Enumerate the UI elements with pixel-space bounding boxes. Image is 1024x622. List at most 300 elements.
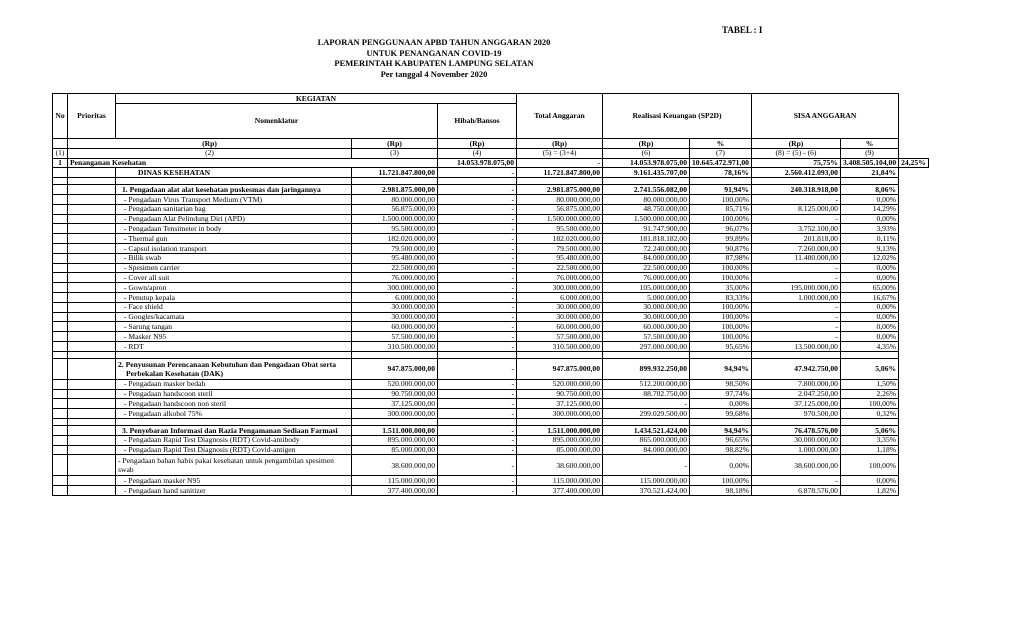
cell-sisa-pct: 0,00% <box>840 194 898 204</box>
cell-hibah: - <box>438 358 517 379</box>
cell-anggaran: 90.750.000,00 <box>352 389 438 399</box>
cell-anggaran: 79.500.000,00 <box>352 243 438 253</box>
table-row <box>53 379 929 389</box>
header-nomenklatur: Nomenklatur <box>116 104 438 139</box>
cell-anggaran: 1.500.000.000,00 <box>352 214 438 224</box>
table-row <box>53 455 929 476</box>
cell-no <box>53 351 68 358</box>
cell-hibah: - <box>438 332 517 342</box>
cell-total: 300.000.000,00 <box>517 409 603 419</box>
unit-sisa-pct: % <box>840 139 898 149</box>
cell-hibah: - <box>438 341 517 351</box>
cell-realisasi: 512.200.000,00 <box>603 379 690 389</box>
cell-realisasi-pct: 91,94% <box>690 185 752 195</box>
cell-empty <box>840 418 898 425</box>
cell-no <box>53 399 68 409</box>
cell-no <box>53 389 68 399</box>
header-no: No <box>53 94 68 139</box>
cell-no <box>53 263 68 273</box>
cell-anggaran: 300.000.000,00 <box>352 283 438 293</box>
table-row <box>53 435 929 445</box>
cell-sisa: - <box>751 476 840 486</box>
cell-no <box>53 224 68 234</box>
cell-name: - Bilik swab <box>116 253 352 263</box>
table-row <box>53 194 929 204</box>
cell-hibah: - <box>438 425 517 435</box>
cell-anggaran: 6.000.000,00 <box>352 292 438 302</box>
cell-hibah: - <box>438 263 517 273</box>
cell-no <box>53 292 68 302</box>
cell-realisasi-pct: 94,94% <box>690 358 752 379</box>
cell-no <box>53 486 68 496</box>
cell-realisasi-pct: 95,65% <box>690 341 752 351</box>
cell-hibah: - <box>438 455 517 476</box>
cell-realisasi-pct: 87,98% <box>690 253 752 263</box>
column-number-6: (6) <box>603 148 690 158</box>
cell-name: - Sarung tangan <box>116 322 352 332</box>
cell-total: 14.053.978.075,00 <box>603 158 690 168</box>
report-title-line-2: UNTUK PENANGANAN COVID-19 <box>366 47 502 58</box>
cell-realisasi-pct: 100,00% <box>690 332 752 342</box>
cell-realisasi: 9.161.435.707,00 <box>603 168 690 178</box>
cell-no <box>53 425 68 435</box>
cell-hibah: - <box>438 322 517 332</box>
cell-no <box>53 379 68 389</box>
cell-name: - RDT <box>116 341 352 351</box>
cell-anggaran: 310.500.000,00 <box>352 341 438 351</box>
cell-total: 22.500.000,00 <box>517 263 603 273</box>
cell-prioritas <box>68 312 116 322</box>
cell-realisasi: 48.750.000,00 <box>603 204 690 214</box>
cell-name: - Pengadaan masker bedah <box>116 379 352 389</box>
table-row <box>53 322 929 332</box>
cell-prioritas <box>68 168 116 178</box>
cell-realisasi-pct: 100,00% <box>690 194 752 204</box>
cell-name: DINAS KESEHATAN <box>116 168 352 178</box>
cell-hibah: - <box>438 476 517 486</box>
cell-total: 115.000.000,00 <box>517 476 603 486</box>
cell-hibah: - <box>438 486 517 496</box>
header-prioritas: Prioritas <box>68 94 116 139</box>
cell-sisa-pct: 21,84% <box>840 168 898 178</box>
header-sisa-anggaran: SISA ANGGARAN <box>751 94 898 139</box>
cell-name: 3. Penyebaran Informasi dan Razia Pengamanan Sediaan Farmasi <box>116 425 352 435</box>
cell-realisasi-pct: 0,00% <box>690 399 752 409</box>
cell-name: 1. Pengadaan alat alat kesehatan puskesmas dan jaringannya <box>116 185 352 195</box>
cell-realisasi: 30.000.000,00 <box>603 312 690 322</box>
cell-prioritas <box>68 185 116 195</box>
cell-realisasi: 2.741.556.082,00 <box>603 185 690 195</box>
cell-prioritas <box>68 273 116 283</box>
cell-name: - Capsul isolation transport <box>116 243 352 253</box>
cell-hibah: - <box>438 399 517 409</box>
cell-realisasi: 299.029.500,00 <box>603 409 690 419</box>
cell-realisasi-pct: 75,75% <box>751 158 840 168</box>
cell-realisasi-pct: 0,00% <box>690 455 752 476</box>
cell-sisa: 1.000.000,00 <box>751 292 840 302</box>
cell-realisasi-pct: 98,18% <box>690 486 752 496</box>
cell-no <box>53 322 68 332</box>
cell-sisa-pct: 16,67% <box>840 292 898 302</box>
cell-name: - Cover all suit <box>116 273 352 283</box>
cell-empty <box>352 178 438 185</box>
cell-sisa-pct: 0,00% <box>840 214 898 224</box>
cell-no <box>53 283 68 293</box>
cell-anggaran: 115.000.000,00 <box>352 476 438 486</box>
separator-row <box>53 418 929 425</box>
cell-total: 30.000.000,00 <box>517 312 603 322</box>
cell-realisasi-pct: 96,07% <box>690 224 752 234</box>
cell-name-line-1: 2. Penyusunan Perencanaan Kebutuhan dan Pengadaan Obat serta <box>118 359 337 369</box>
cell-empty <box>603 351 690 358</box>
cell-empty <box>603 178 690 185</box>
cell-sisa-pct: 0,00% <box>840 273 898 283</box>
cell-prioritas <box>68 283 116 293</box>
cell-realisasi: 30.000.000,00 <box>603 302 690 312</box>
cell-sisa-pct: 100,00% <box>840 399 898 409</box>
cell-prioritas <box>68 178 116 185</box>
cell-realisasi-pct: 35,00% <box>690 283 752 293</box>
cell-sisa: - <box>751 302 840 312</box>
table-number-label: TABEL : I <box>722 25 763 35</box>
cell-total: 76.000.000,00 <box>517 273 603 283</box>
cell-sisa-pct: 0,00% <box>840 312 898 322</box>
cell-prioritas <box>68 455 116 476</box>
cell-name <box>116 178 352 185</box>
cell-name: Penanganan Kesehatan <box>68 158 352 168</box>
cell-name: - Spesimen carrier <box>116 263 352 273</box>
cell-no <box>53 358 68 379</box>
cell-sisa-pct: 2,26% <box>840 389 898 399</box>
cell-total: 2.981.875.000,00 <box>517 185 603 195</box>
cell-prioritas <box>68 302 116 312</box>
cell-hibah: - <box>438 292 517 302</box>
cell-realisasi: 865.000.000,00 <box>603 435 690 445</box>
cell-sisa-pct: 5,06% <box>840 425 898 435</box>
cell-no: 1 <box>53 158 68 168</box>
cell-sisa-pct: 24,25% <box>899 158 929 168</box>
separator-row <box>53 178 929 185</box>
cell-hibah: - <box>438 243 517 253</box>
cell-total: 6.000.000,00 <box>517 292 603 302</box>
cell-empty <box>517 351 603 358</box>
cell-sisa-pct: 1,82% <box>840 486 898 496</box>
cell-total: 11.721.847.800,00 <box>517 168 603 178</box>
cell-prioritas <box>68 435 116 445</box>
table-row <box>53 312 929 322</box>
cell-no <box>53 214 68 224</box>
cell-no <box>53 178 68 185</box>
cell-sisa: 38.600.000,00 <box>751 455 840 476</box>
column-number-8: (8) = (5) - (6) <box>751 148 840 158</box>
cell-hibah: - <box>438 194 517 204</box>
cell-sisa-pct: 65,00% <box>840 283 898 293</box>
cell-no <box>53 168 68 178</box>
unit-sisa: (Rp) <box>751 139 840 149</box>
cell-anggaran: 895.000.000,00 <box>352 435 438 445</box>
cell-sisa-pct: 3,93% <box>840 224 898 234</box>
cell-prioritas <box>68 322 116 332</box>
cell-sisa-pct: 8,06% <box>840 185 898 195</box>
cell-realisasi: 181.818.182,00 <box>603 234 690 244</box>
cell-realisasi: 115.000.000,00 <box>603 476 690 486</box>
cell-empty <box>438 418 517 425</box>
cell-sisa: 2.047.250,00 <box>751 389 840 399</box>
header-total-anggaran: Total Anggaran <box>517 94 603 139</box>
cell-sisa: 3.752.100,00 <box>751 224 840 234</box>
cell-realisasi-pct: 100,00% <box>690 476 752 486</box>
cell-sisa: 970.500,00 <box>751 409 840 419</box>
cell-anggaran: 76.000.000,00 <box>352 273 438 283</box>
cell-no <box>53 341 68 351</box>
cell-sisa-pct: 9,13% <box>840 243 898 253</box>
cell-anggaran: 60.000.000,00 <box>352 322 438 332</box>
budget-report-table <box>52 93 929 496</box>
column-number-5: (5) = (3+4) <box>517 148 603 158</box>
cell-sisa-pct: 0,32% <box>840 409 898 419</box>
cell-no <box>53 418 68 425</box>
cell-no <box>53 435 68 445</box>
table-row <box>53 253 929 263</box>
cell-empty <box>840 178 898 185</box>
cell-prioritas <box>68 486 116 496</box>
cell-anggaran: 80.000.000,00 <box>352 194 438 204</box>
cell-realisasi: 84.000.000,00 <box>603 445 690 455</box>
cell-empty <box>751 178 840 185</box>
table-row-main <box>53 158 929 168</box>
cell-realisasi-pct: 99,89% <box>690 234 752 244</box>
table-row <box>53 263 929 273</box>
cell-empty <box>438 351 517 358</box>
cell-total: 37.125.000,00 <box>517 399 603 409</box>
cell-prioritas <box>68 409 116 419</box>
cell-prioritas <box>68 389 116 399</box>
cell-hibah: - <box>438 168 517 178</box>
cell-realisasi-pct: 96,65% <box>690 435 752 445</box>
cell-anggaran: 38.600.000,00 <box>352 455 438 476</box>
cell-realisasi: 10.645.472.971,00 <box>690 158 752 168</box>
cell-realisasi-pct: 100,00% <box>690 273 752 283</box>
cell-anggaran: 56.875.000,00 <box>352 204 438 214</box>
cell-anggaran: 85.000.000,00 <box>352 445 438 455</box>
cell-prioritas <box>68 253 116 263</box>
unit-total: (Rp) <box>517 139 603 149</box>
header-kegiatan: KEGIATAN <box>116 94 517 104</box>
table-row <box>53 389 929 399</box>
cell-sisa: 76.478.576,00 <box>751 425 840 435</box>
cell-name: - Pengadaan Alat Pelindung Diri (APD) <box>116 214 352 224</box>
cell-name: - Googles/kacamata <box>116 312 352 322</box>
cell-realisasi: 297.000.000,00 <box>603 341 690 351</box>
cell-realisasi: - <box>603 455 690 476</box>
cell-sisa: 195.000.000,00 <box>751 283 840 293</box>
cell-prioritas <box>68 263 116 273</box>
cell-name: - Pengadaan bahan habis pakai kesehatan untuk pengambilan spesimen swab <box>116 455 352 476</box>
cell-sisa: 240.318.918,00 <box>751 185 840 195</box>
table-row <box>53 224 929 234</box>
cell-sisa-pct: 0,00% <box>840 302 898 312</box>
cell-total: 80.000.000,00 <box>517 194 603 204</box>
cell-empty <box>690 178 752 185</box>
cell-sisa: - <box>751 273 840 283</box>
cell-realisasi-pct: 90,87% <box>690 243 752 253</box>
table-row-group <box>53 425 929 435</box>
cell-sisa-pct: 0,00% <box>840 332 898 342</box>
cell-name: - Masker N95 <box>116 332 352 342</box>
cell-sisa-pct: 3,35% <box>840 435 898 445</box>
cell-sisa-pct: 1,18% <box>840 445 898 455</box>
cell-sisa: - <box>751 194 840 204</box>
cell-anggaran: 947.875.000,00 <box>352 358 438 379</box>
table-row-group <box>53 185 929 195</box>
report-title <box>284 37 584 79</box>
cell-hibah: - <box>438 445 517 455</box>
cell-anggaran: 520.000.000,00 <box>352 379 438 389</box>
cell-empty <box>352 351 438 358</box>
cell-prioritas <box>68 445 116 455</box>
cell-no <box>53 312 68 322</box>
cell-sisa: - <box>751 332 840 342</box>
table-body <box>53 158 929 495</box>
cell-sisa-pct: 0,00% <box>840 476 898 486</box>
cell-realisasi: 899.932.250,00 <box>603 358 690 379</box>
cell-realisasi: 57.500.000,00 <box>603 332 690 342</box>
cell-anggaran: 300.000.000,00 <box>352 409 438 419</box>
cell-prioritas <box>68 194 116 204</box>
cell-empty <box>690 418 752 425</box>
cell-sisa-pct: 4,35% <box>840 341 898 351</box>
cell-anggaran: 95.480.000,00 <box>352 253 438 263</box>
cell-hibah: - <box>438 379 517 389</box>
cell-hibah: - <box>517 158 603 168</box>
cell-realisasi-pct: 98,50% <box>690 379 752 389</box>
cell-name: - Pengadaan alkohol 75% <box>116 409 352 419</box>
cell-name: - Pengadaan Rapid Test Diagnosis (RDT) Covid-antigen <box>116 445 352 455</box>
cell-sisa-pct: 14,29% <box>840 204 898 214</box>
cell-realisasi: 72.240.000,00 <box>603 243 690 253</box>
cell-hibah: - <box>438 234 517 244</box>
cell-sisa: 11.480.000,00 <box>751 253 840 263</box>
cell-sisa: - <box>751 214 840 224</box>
cell-hibah: - <box>438 302 517 312</box>
cell-realisasi: 88.702.750,00 <box>603 389 690 399</box>
cell-sisa-pct: 0,00% <box>840 322 898 332</box>
table-row <box>53 399 929 409</box>
cell-hibah: - <box>438 409 517 419</box>
cell-total: 377.400.000,00 <box>517 486 603 496</box>
cell-hibah: - <box>438 312 517 322</box>
cell-prioritas <box>68 379 116 389</box>
cell-realisasi-pct: 100,00% <box>690 263 752 273</box>
cell-name: - Pengadaan sanitarian bag <box>116 204 352 214</box>
cell-empty <box>690 351 752 358</box>
cell-hibah: - <box>438 204 517 214</box>
cell-empty <box>751 351 840 358</box>
cell-name <box>116 418 352 425</box>
cell-realisasi-pct: 83,33% <box>690 292 752 302</box>
cell-anggaran: 95.500.000,00 <box>352 224 438 234</box>
cell-total: 520.000.000,00 <box>517 379 603 389</box>
cell-name: - Face shield <box>116 302 352 312</box>
cell-empty <box>438 178 517 185</box>
cell-sisa: 2.560.412.093,00 <box>751 168 840 178</box>
cell-realisasi: - <box>603 399 690 409</box>
cell-total: 57.500.000,00 <box>517 332 603 342</box>
column-number-1: (1) <box>53 148 68 158</box>
cell-total: 182.020.000,00 <box>517 234 603 244</box>
cell-sisa: - <box>751 322 840 332</box>
table-row <box>53 273 929 283</box>
cell-empty <box>352 418 438 425</box>
cell-hibah: - <box>438 224 517 234</box>
cell-realisasi-pct: 94,94% <box>690 425 752 435</box>
table-row-group2 <box>53 358 929 379</box>
table-header <box>53 94 929 159</box>
cell-total: 56.875.000,00 <box>517 204 603 214</box>
unit-realisasi-pct: % <box>690 139 752 149</box>
table-row <box>53 409 929 419</box>
cell-total: 79.500.000,00 <box>517 243 603 253</box>
cell-sisa: 47.942.750,00 <box>751 358 840 379</box>
table-row <box>53 341 929 351</box>
column-number-9: (9) <box>840 148 898 158</box>
unit-hibah: (Rp) <box>438 139 517 149</box>
table-row <box>53 476 929 486</box>
cell-sisa-pct: 1,50% <box>840 379 898 389</box>
table-row <box>53 302 929 312</box>
cell-realisasi: 76.000.000,00 <box>603 273 690 283</box>
cell-no <box>53 445 68 455</box>
unit-nomenklatur: (Rp) <box>68 139 352 149</box>
cell-total: 300.000.000,00 <box>517 283 603 293</box>
cell-realisasi: 1.434.521.424,00 <box>603 425 690 435</box>
cell-sisa: 8.125.000,00 <box>751 204 840 214</box>
cell-sisa: - <box>751 312 840 322</box>
cell-hibah: - <box>438 273 517 283</box>
cell-realisasi: 91.747.900,00 <box>603 224 690 234</box>
cell-anggaran: 22.500.000,00 <box>352 263 438 273</box>
cell-prioritas <box>68 214 116 224</box>
table-row <box>53 234 929 244</box>
cell-realisasi: 84.000.000,00 <box>603 253 690 263</box>
cell-empty <box>603 418 690 425</box>
cell-anggaran: 377.400.000,00 <box>352 486 438 496</box>
cell-anggaran: 30.000.000,00 <box>352 312 438 322</box>
cell-total: 895.000.000,00 <box>517 435 603 445</box>
table-row <box>53 292 929 302</box>
cell-realisasi: 22.500.000,00 <box>603 263 690 273</box>
cell-prioritas <box>68 425 116 435</box>
cell-spacer <box>352 158 438 168</box>
cell-hibah: - <box>438 283 517 293</box>
cell-prioritas <box>68 234 116 244</box>
cell-no <box>53 409 68 419</box>
cell-name: - Pengadaan Virus Transport Medium (VTM) <box>116 194 352 204</box>
cell-name: - Pengadaan handscoon non steril <box>116 399 352 409</box>
cell-empty <box>517 178 603 185</box>
cell-name: - Pengadaan hand sanitizer <box>116 486 352 496</box>
column-number-3: (3) <box>352 148 438 158</box>
cell-realisasi-pct: 99,68% <box>690 409 752 419</box>
cell-sisa: 1.000.000,00 <box>751 445 840 455</box>
table-row <box>53 243 929 253</box>
cell-empty <box>840 351 898 358</box>
report-title-line-1: LAPORAN PENGGUNAAN APBD TAHUN ANGGARAN 2020 <box>317 37 551 47</box>
cell-name: - Pengadaan Rapid Test Diagnosis (RDT) Covid-antibody <box>116 435 352 445</box>
cell-anggaran: 182.020.000,00 <box>352 234 438 244</box>
cell-realisasi: 60.000.000,00 <box>603 322 690 332</box>
cell-realisasi: 105.000.000,00 <box>603 283 690 293</box>
